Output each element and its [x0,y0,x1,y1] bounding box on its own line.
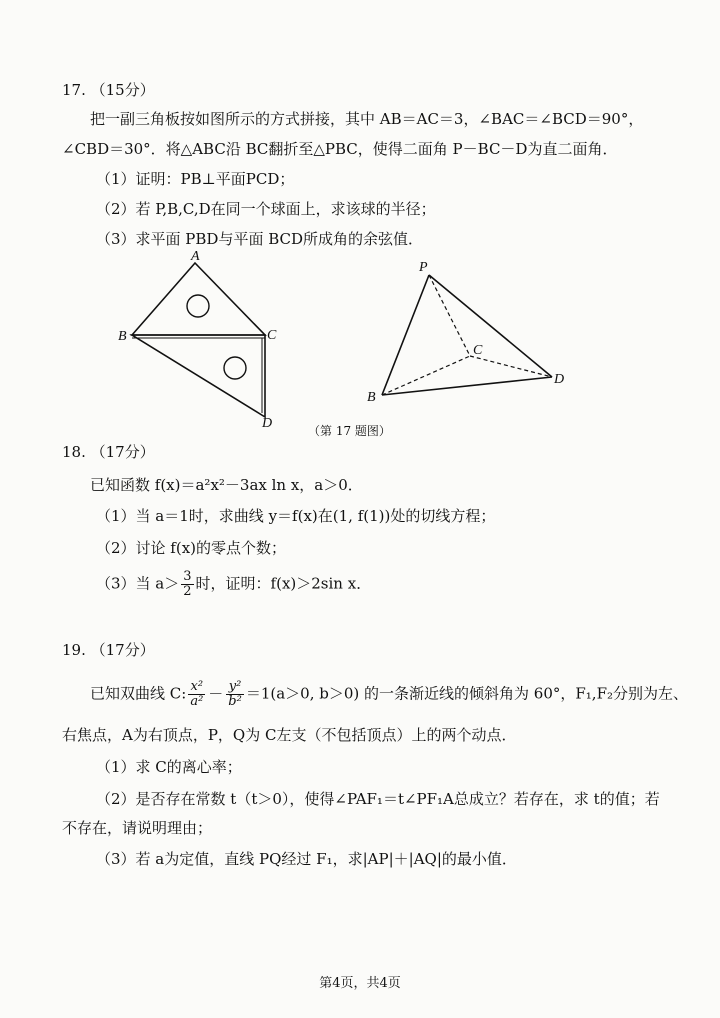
q17-header: 17. （15分） [62,81,155,99]
q19-item2-a: （2）是否存在常数 t（t＞0），使得∠PAF₁＝t∠PF₁A总成立？若存在，求 t的值；若 [96,790,660,808]
fraction-denominator: 2 [183,584,192,599]
q17-item3: （3）求平面 PBD与平面 BCD所成角的余弦值． [96,230,424,248]
fraction-y-squared-over-b-squared [226,680,244,709]
fraction-denominator: b² [228,694,242,709]
fraction-x-squared-over-a-squared [188,680,205,709]
q19-line1 [90,680,688,709]
q18-item3 [96,570,371,599]
q18-item1: （1）当 a＝1时，求曲线 y＝f(x)在(1, f(1))处的切线方程； [96,507,496,525]
label-b: B [118,329,127,344]
fraction-numerator: x² [188,680,205,695]
fraction-three-halves [181,570,193,599]
q17-item1: （1）证明：PB⊥平面PCD； [96,170,295,188]
fraction-denominator: a² [190,694,204,709]
triangle-bcd-hole [224,357,246,379]
q19-item3: （3）若 a为定值，直线 PQ经过 F₁，求|AP|＋|AQ|的最小值． [96,850,517,868]
edge-bd [382,377,552,395]
fraction-numerator: y² [226,680,244,695]
q17-item2: （2）若 P,B,C,D在同一个球面上，求该球的半径； [96,200,436,218]
page-footer: 第4页，共4页 [319,976,401,991]
label-a: A [191,249,200,264]
q17-line1: 把一副三角板按如图所示的方式拼接，其中 AB＝AC＝3，∠BAC＝∠BCD＝90°， [90,110,644,128]
label-d: D [262,416,273,430]
q17-figure-tetrahedron [362,255,572,405]
q18-item3-prefix: （3）当 a＞ [96,574,180,593]
label-d: D [554,372,565,387]
fraction-numerator: 3 [183,569,192,584]
q17-figure-caption: （第 17 题图） [308,424,391,438]
edge-pc-hidden [429,275,470,356]
q19-item2-b: 不存在，请说明理由； [62,819,213,837]
q19-header: 19. （17分） [62,641,155,659]
triangle-bcd [132,335,265,417]
triangle-abc-hole [187,295,209,317]
triangle-abc [132,263,265,335]
q18-header: 18. （17分） [62,443,155,461]
q17-figure-set-squares [115,245,285,430]
label-b: B [367,390,376,405]
q18-line1: 已知函数 f(x)＝a²x²－3ax ln x，a＞0． [90,476,363,494]
q19-line1-suffix: ＝1(a＞0, b＞0) 的一条渐近线的倾斜角为 60°，F₁,F₂分别为左、 [245,684,688,703]
q18-item3-suffix: 时，证明：f(x)＞2sin x． [195,574,372,593]
label-c: C [473,343,483,358]
q18-item2: （2）讨论 f(x)的零点个数； [96,539,287,557]
q17-line2: ∠CBD＝30°．将△ABC沿 BC翻折至△PBC，使得二面角 P－BC－D为直二面角． [62,140,618,158]
minus-sign: － [208,684,224,703]
q19-line1-prefix: 已知双曲线 C: [90,684,187,703]
q19-line2: 右焦点，A为右顶点，P，Q为 C左支（不包括顶点）上的两个动点． [62,726,517,744]
q19-item1: （1）求 C的离心率； [96,758,242,776]
label-p: P [419,260,428,275]
label-c: C [267,328,277,343]
